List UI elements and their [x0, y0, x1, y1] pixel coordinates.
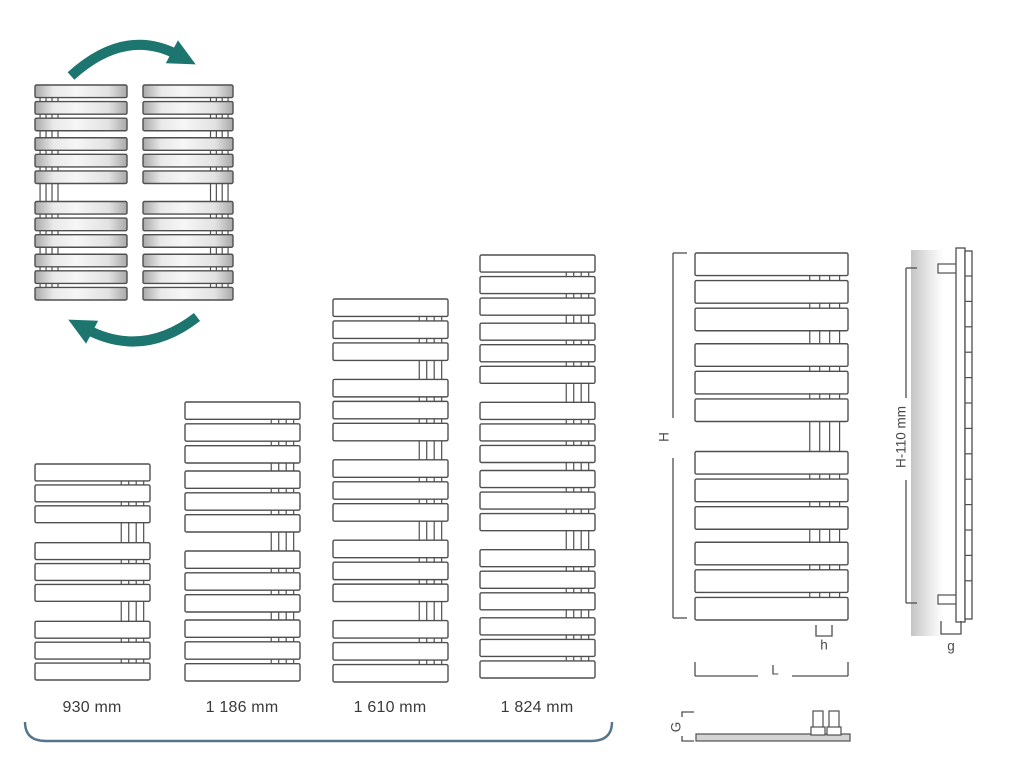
radiator-size-label: 1 186 mm: [205, 699, 279, 716]
rotate-counterclockwise-arrow-icon: [86, 317, 197, 342]
size-variant-radiator-930mm: [35, 464, 150, 680]
size-variant-radiator-1610mm: [333, 299, 448, 682]
sizes-brace: [25, 722, 612, 741]
dimension-label-side-height: H-110 mm: [893, 405, 909, 469]
side-collector-back: [965, 251, 972, 619]
radiator-size-label: 930 mm: [62, 699, 122, 716]
side-collector-front: [956, 248, 965, 622]
radiator-size-label: 1 610 mm: [353, 699, 427, 716]
front-view-radiator: [695, 253, 848, 620]
side-depth-dimension-bracket: [941, 621, 961, 634]
size-variant-radiator-1824mm: [480, 255, 595, 678]
dimension-label-hook: h: [820, 637, 828, 653]
dimension-label-side-depth: g: [947, 638, 955, 654]
size-variant-radiator-1186mm: [185, 402, 300, 681]
side-view: [911, 248, 972, 636]
depth-dimension-bracket: [682, 712, 694, 741]
wall-bracket-bottom: [938, 595, 957, 604]
dimension-label-depth: G: [668, 721, 684, 733]
wall-bracket-top: [938, 264, 957, 273]
mirror-radiator-right: [143, 85, 233, 300]
radiator-size-label: 1 824 mm: [500, 699, 574, 716]
rotate-clockwise-arrow-icon: [71, 45, 178, 76]
height-dimension-line: [673, 253, 687, 618]
side-panel-shadow: [911, 250, 943, 636]
dimension-label-height: H: [656, 432, 672, 442]
mirror-radiator-left: [35, 85, 127, 300]
plan-view: [696, 711, 850, 741]
hook-dimension-bracket: [816, 625, 832, 636]
dimension-label-length: L: [771, 662, 779, 678]
